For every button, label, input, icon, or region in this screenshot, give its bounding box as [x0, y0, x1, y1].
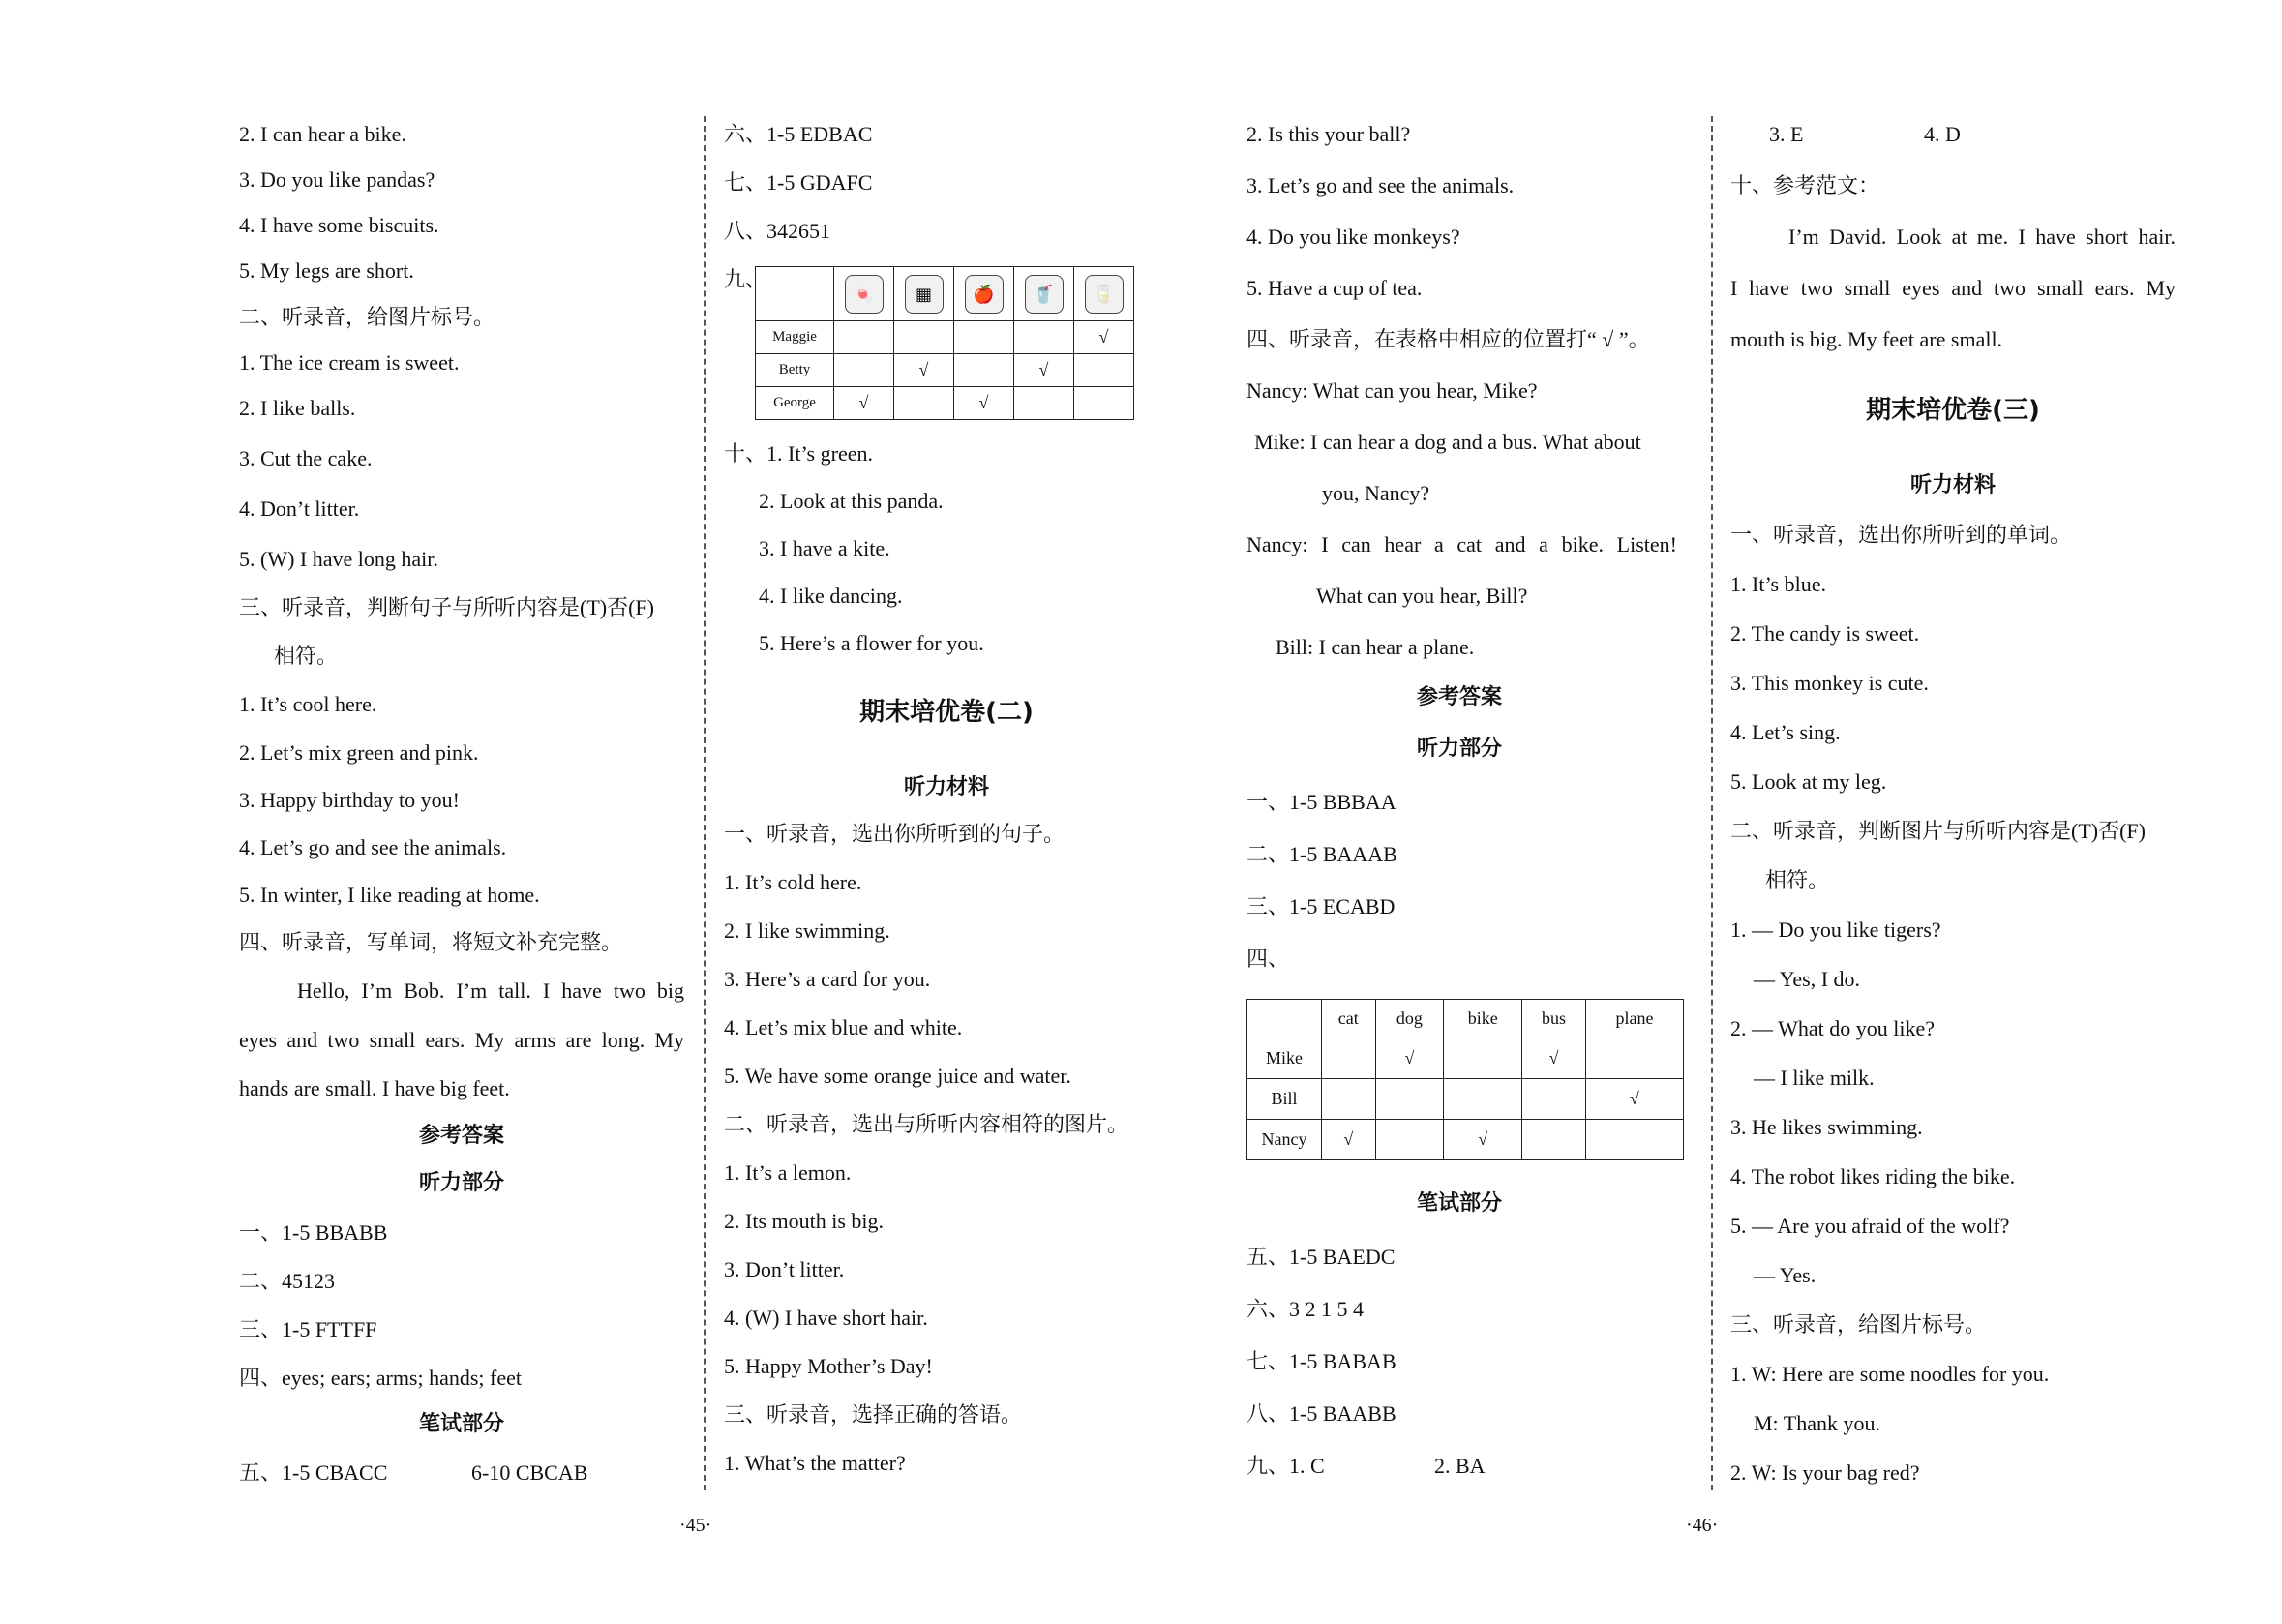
answer-line: 一、1-5 BBBAA	[1246, 790, 1396, 814]
answer-line: 五、1-5 BAEDC	[1246, 1245, 1396, 1269]
table-cell	[1444, 1079, 1522, 1120]
dialog-line: — Yes, I do.	[1754, 967, 1861, 991]
table-row	[1247, 1120, 1684, 1160]
table-cell	[1522, 1079, 1586, 1120]
exam-title: 期末培优卷(三)	[1866, 396, 2040, 425]
table-header-cell	[1014, 267, 1074, 321]
text-line: 3. This monkey is cute.	[1730, 671, 1929, 695]
listening-part-title: 听力部分	[1417, 737, 1503, 761]
answer-line: 2. Look at this panda.	[759, 489, 944, 513]
paragraph-line: hands are small. I have big feet.	[239, 1076, 510, 1100]
section-heading: 一、听录音，选出你所听到的单词。	[1730, 523, 2072, 547]
answer-line: 三、1-5 FTTFF	[239, 1317, 377, 1341]
answer-line: 四、eyes; ears; arms; hands; feet	[239, 1366, 523, 1390]
row-label: George	[756, 387, 834, 420]
section-heading: 三、听录音，给图片标号。	[1730, 1312, 1987, 1337]
answers-title: 参考答案	[1417, 685, 1503, 709]
table-cell: √	[1444, 1120, 1522, 1160]
hearing-checklist-table	[1246, 999, 1684, 1160]
text-line: 5. Look at my leg.	[1730, 769, 1887, 794]
table-header-cell	[894, 267, 954, 321]
listening-part-title: 听力部分	[418, 1171, 504, 1195]
section-heading: 三、听录音，判断句子与所听内容是(T)否(F)	[239, 595, 654, 619]
dialog-line: 2. — What do you like?	[1730, 1016, 1935, 1040]
text-line: 4. Let’s sing.	[1730, 720, 1841, 744]
table-cell	[1014, 387, 1074, 420]
table-header-cell: bike	[1444, 1000, 1522, 1038]
table-cell	[1375, 1079, 1444, 1120]
text-line: 4. Don’t litter.	[239, 496, 360, 521]
table-cell: √	[1322, 1120, 1376, 1160]
table-row	[1247, 1038, 1684, 1079]
table-cell	[894, 387, 954, 420]
biscuit-icon: ▦	[905, 275, 944, 314]
answer-line: 五、1-5 CBACC	[239, 1460, 388, 1485]
table-row	[756, 354, 1134, 387]
text-line: 4. Do you like monkeys?	[1246, 225, 1460, 249]
paragraph-line: Hello, I’m Bob. I’m tall. I have two big	[297, 978, 684, 1003]
table-header-cell	[1074, 267, 1134, 321]
section-heading: 四、听录音，写单词，将短文补充完整。	[239, 930, 623, 954]
text-line: 3. Do you like pandas?	[239, 167, 435, 192]
table-cell: √	[1014, 354, 1074, 387]
table-header-row	[1247, 1000, 1684, 1038]
row-label: Mike	[1247, 1038, 1322, 1079]
apple-icon: 🍎	[965, 275, 1004, 314]
text-line: 3. Let’s go and see the animals.	[1246, 173, 1515, 197]
column-divider	[704, 116, 706, 1490]
written-part-title: 笔试部分	[418, 1412, 504, 1436]
table-header-cell: plane	[1585, 1000, 1683, 1038]
section-heading: 二、听录音，判断图片与所听内容是(T)否(F)	[1730, 819, 2146, 843]
text-line: 3. Happy birthday to you!	[239, 788, 460, 812]
table-cell	[1074, 387, 1134, 420]
answer-line: 九、	[724, 267, 767, 291]
table-cell	[834, 354, 894, 387]
table-cell	[954, 321, 1014, 354]
page-number-left: ·45·	[679, 1515, 712, 1536]
answer-line: 4. I like dancing.	[759, 584, 903, 608]
row-label: Maggie	[756, 321, 834, 354]
table-cell	[1444, 1038, 1522, 1079]
listening-material-title: 听力材料	[1909, 473, 1996, 497]
answer-line: 6-10 CBCAB	[471, 1460, 588, 1485]
answer-line: 六、1-5 EDBAC	[724, 122, 873, 146]
dialog-line: 5. — Are you afraid of the wolf?	[1730, 1214, 2010, 1238]
section-heading: 二、听录音，给图片标号。	[239, 305, 495, 329]
table-cell	[1322, 1079, 1376, 1120]
text-line: 2. I like swimming.	[724, 918, 890, 943]
table-cell	[1375, 1120, 1444, 1160]
table-row	[1247, 1079, 1684, 1120]
table-cell: √	[954, 387, 1014, 420]
table-corner	[1247, 1000, 1322, 1038]
dialog-line: 2. W: Is your bag red?	[1730, 1460, 1920, 1485]
dialog-line: 1. W: Here are some noodles for you.	[1730, 1362, 2050, 1386]
text-line: 5. In winter, I like reading at home.	[239, 883, 540, 907]
answer-line: 5. Here’s a flower for you.	[759, 631, 984, 655]
section-heading: 二、听录音，选出与所听内容相符的图片。	[724, 1112, 1129, 1136]
text-line: 5. (W) I have long hair.	[239, 547, 438, 571]
exam-title: 期末培优卷(二)	[859, 698, 1034, 727]
text-line: 1. It’s a lemon.	[724, 1160, 852, 1185]
dialog-line: Nancy: What can you hear, Mike?	[1246, 378, 1538, 403]
answer-line: 四、	[1246, 947, 1290, 971]
paragraph-line: eyes and two small ears. My arms are long. My	[239, 1028, 684, 1052]
text-line: 1. It’s blue.	[1730, 572, 1826, 596]
answer-line: 3. E	[1769, 122, 1804, 146]
table-cell: √	[1074, 321, 1134, 354]
answer-line: 六、3 2 1 5 4	[1246, 1297, 1365, 1321]
table-cell	[954, 354, 1014, 387]
section-heading-cont: 相符。	[1765, 868, 1830, 892]
text-line: 1. It’s cold here.	[724, 870, 862, 894]
text-line: 3. He likes swimming.	[1730, 1115, 1923, 1139]
answer-line: 十、1. It’s green.	[724, 441, 873, 466]
section-heading: 一、听录音，选出你所听到的句子。	[724, 822, 1066, 846]
text-line: 5. My legs are short.	[239, 258, 414, 283]
answer-line: 九、1. C	[1246, 1454, 1325, 1478]
table-header-cell: bus	[1522, 1000, 1586, 1038]
text-line: 2. Is this your ball?	[1246, 122, 1411, 146]
answer-line: 七、1-5 BABAB	[1246, 1349, 1396, 1373]
essay-line: mouth is big. My feet are small.	[1730, 327, 2003, 351]
answer-line: 一、1-5 BBABB	[239, 1220, 388, 1245]
table-cell	[1322, 1038, 1376, 1079]
text-line: 5. Happy Mother’s Day!	[724, 1354, 933, 1378]
table-row	[756, 321, 1134, 354]
table-row	[756, 387, 1134, 420]
written-part-title: 笔试部分	[1417, 1191, 1503, 1216]
text-line: 1. What’s the matter?	[724, 1451, 906, 1475]
text-line: 2. The candy is sweet.	[1730, 621, 1920, 646]
text-line: 2. Its mouth is big.	[724, 1209, 885, 1233]
table-header-cell: cat	[1322, 1000, 1376, 1038]
table-cell: √	[894, 354, 954, 387]
table-cell	[1522, 1120, 1586, 1160]
text-line: 5. Have a cup of tea.	[1246, 276, 1423, 300]
answer-line: 七、1-5 GDAFC	[724, 170, 873, 195]
section-heading: 四、听录音，在表格中相应的位置打“ √ ”。	[1246, 327, 1650, 351]
table-cell	[1074, 354, 1134, 387]
dialog-line: Nancy: I can hear a cat and a bike. Listen!	[1246, 532, 1677, 556]
table-cell	[894, 321, 954, 354]
row-label: Bill	[1247, 1079, 1322, 1120]
text-line: 2. I like balls.	[239, 396, 356, 420]
text-line: 4. I have some biscuits.	[239, 213, 439, 237]
page-number-right: ·46·	[1686, 1515, 1719, 1536]
answer-line: 2. BA	[1434, 1454, 1486, 1478]
dialog-line: 1. — Do you like tigers?	[1730, 917, 1941, 942]
answer-line: 三、1-5 ECABD	[1246, 894, 1396, 918]
dialog-line: Mike: I can hear a dog and a bus. What about	[1254, 430, 1641, 454]
answer-line: 二、45123	[239, 1269, 336, 1293]
section-heading: 三、听录音，选择正确的答语。	[724, 1402, 1023, 1427]
table-cell	[1585, 1038, 1683, 1079]
table-cell	[1014, 321, 1074, 354]
table-cell: √	[1585, 1079, 1683, 1120]
text-line: 1. The ice cream is sweet.	[239, 350, 460, 375]
table-header-cell	[834, 267, 894, 321]
dialog-line: Bill: I can hear a plane.	[1276, 635, 1475, 659]
table-cell: √	[834, 387, 894, 420]
text-line: 4. The robot likes riding the bike.	[1730, 1164, 2016, 1188]
answers-title: 参考答案	[418, 1124, 504, 1148]
text-line: 2. Let’s mix green and pink.	[239, 740, 479, 765]
dialog-line: M: Thank you.	[1754, 1411, 1880, 1435]
food-checklist-table	[755, 266, 1134, 420]
text-line: 5. We have some orange juice and water.	[724, 1064, 1071, 1088]
row-label: Betty	[756, 354, 834, 387]
row-label: Nancy	[1247, 1120, 1322, 1160]
answer-line: 4. D	[1924, 122, 1961, 146]
table-header-cell: dog	[1375, 1000, 1444, 1038]
table-cell	[1585, 1120, 1683, 1160]
table-cell	[834, 321, 894, 354]
text-line: 3. Cut the cake.	[239, 446, 373, 470]
table-cell: √	[1522, 1038, 1586, 1079]
dialog-line: you, Nancy?	[1322, 481, 1430, 505]
text-line: 4. Let’s go and see the animals.	[239, 835, 507, 859]
text-line: 4. Let’s mix blue and white.	[724, 1015, 963, 1039]
text-line: 1. It’s cool here.	[239, 692, 377, 716]
candy-icon: 🍬	[845, 275, 884, 314]
text-line: 2. I can hear a bike.	[239, 122, 406, 146]
dialog-line: — I like milk.	[1754, 1066, 1875, 1090]
table-cell: √	[1375, 1038, 1444, 1079]
milk-icon: 🥛	[1085, 275, 1124, 314]
answer-line: 3. I have a kite.	[759, 536, 890, 560]
essay-line: I have two small eyes and two small ears. My	[1730, 276, 2176, 300]
essay-line: I’m David. Look at me. I have short hair.	[1788, 225, 2176, 249]
text-line: 3. Here’s a card for you.	[724, 967, 931, 991]
text-line: 3. Don’t litter.	[724, 1257, 845, 1281]
listening-material-title: 听力材料	[903, 775, 989, 799]
column-divider	[1711, 116, 1713, 1490]
answer-line: 二、1-5 BAAAB	[1246, 842, 1397, 866]
dialog-line: — Yes.	[1754, 1263, 1817, 1287]
table-header-cell	[954, 267, 1014, 321]
text-line: 4. (W) I have short hair.	[724, 1306, 928, 1330]
table-corner	[756, 267, 834, 321]
dialog-line: What can you hear, Bill?	[1316, 584, 1528, 608]
answer-line: 八、342651	[724, 219, 831, 243]
section-heading-cont: 相符。	[274, 644, 339, 668]
juice-icon: 🥤	[1025, 275, 1064, 314]
section-heading: 十、参考范文：	[1730, 173, 1880, 197]
answer-line: 八、1-5 BAABB	[1246, 1401, 1396, 1426]
